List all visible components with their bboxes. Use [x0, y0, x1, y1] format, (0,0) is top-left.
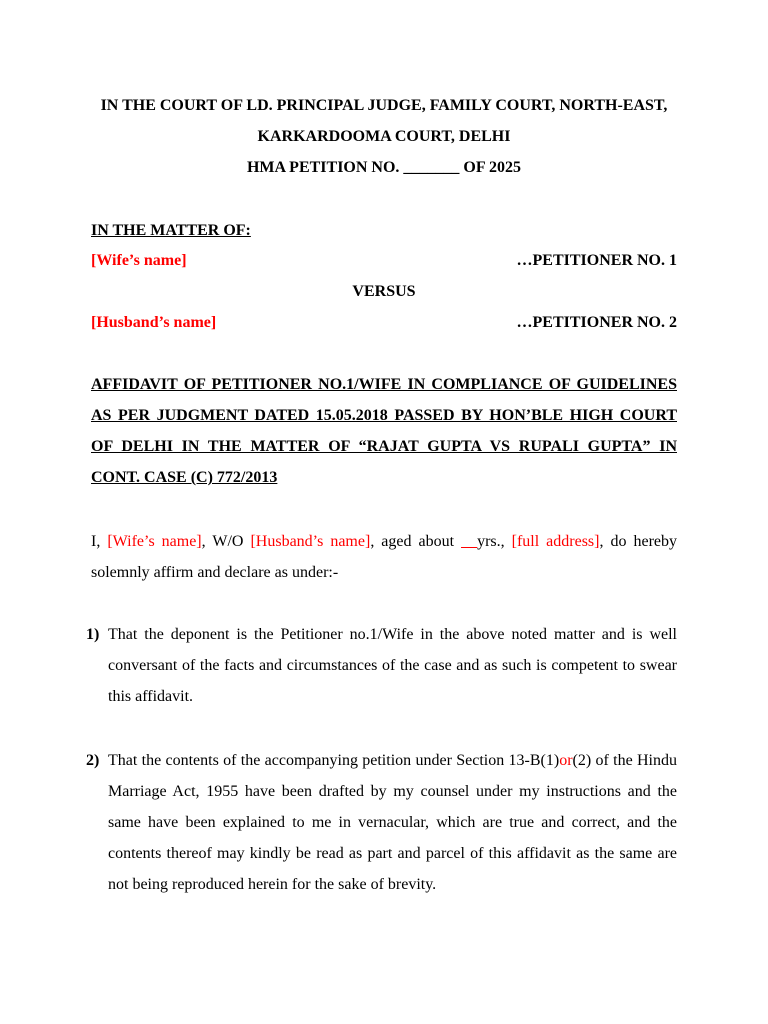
petition-number: HMA PETITION NO. _______ OF 2025 [246, 159, 522, 176]
intro-aged: , aged about [370, 533, 462, 550]
versus-label: VERSUS [352, 283, 416, 300]
matter-label: IN THE MATTER OF: [91, 222, 251, 239]
court-name: IN THE COURT OF LD. PRINCIPAL JUDGE, FAMILY COURT, NORTH-EAST, KARKARDOOMA COURT, DELHI [100, 97, 668, 145]
paragraph-2-text-a: That the contents of the accompanying petition under Section 13-B(1) [108, 752, 560, 769]
intro-prefix: I, [91, 533, 108, 550]
affidavit-subject: AFFIDAVIT OF PETITIONER NO.1/WIFE IN COMPLIANCE OF GUIDELINES AS PER JUDGMENT DATED 15.05.2018 PASSED BY HON’BLE HIGH COURT OF DELHI IN THE MATTER OF “RAJAT GUPTA VS RUPALI GUPTA” IN CONT. CASE (C) 772/2013 [91, 376, 677, 486]
paragraph-2-number: 2) [86, 752, 100, 769]
intro-address: [full address] [511, 533, 600, 550]
paragraph-1 [86, 619, 677, 712]
intro-yrs: yrs., [477, 533, 512, 550]
petitioner-2-name: [Husband’s name] [91, 314, 217, 331]
intro-wo: , W/O [201, 533, 251, 550]
petitioner-2-row [91, 307, 677, 338]
petitioner-2-role: …PETITIONER NO. 2 [516, 314, 677, 331]
paragraph-2-text-b: (2) of the Hindu Marriage Act, 1955 have been drafted by my counsel under my instructions and the same have been explained to me in vernacular, which are true and correct, and the contents thereof may kindly be read as part and parcel of this affidavit as the same are not being reproduced herein for the sake of brevity. [108, 752, 678, 893]
intro-suffix: , do hereby solemnly affirm and declare as under:- [91, 533, 678, 581]
intro-age-blank: __ [461, 533, 478, 550]
paragraph-1-number: 1) [86, 626, 100, 643]
intro-paragraph [91, 526, 677, 588]
petitioner-1-name: [Wife’s name] [91, 252, 187, 269]
court-heading [91, 90, 677, 183]
intro-husband-name: [Husband’s name] [250, 533, 371, 550]
paragraph-2 [86, 745, 678, 900]
petitioner-1-role: …PETITIONER NO. 1 [516, 252, 677, 269]
intro-wife-name: [Wife’s name] [107, 533, 202, 550]
paragraph-1-text: That the deponent is the Petitioner no.1/Wife in the above noted matter and is well conversant of the facts and circumstances of the case and as such is competent to swear this affidavit. [108, 626, 677, 705]
paragraph-2-or: or [559, 752, 573, 769]
petitioner-1-row [91, 245, 677, 276]
